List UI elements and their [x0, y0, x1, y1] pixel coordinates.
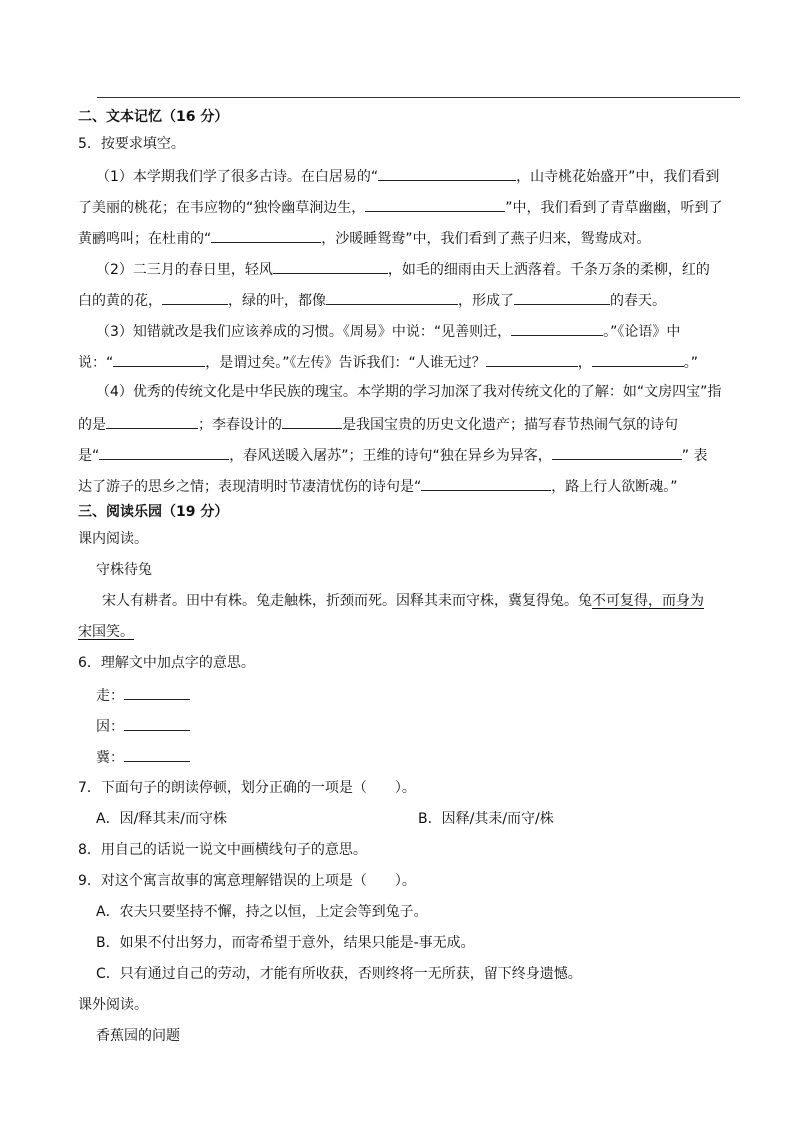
q5-p2-line2: [78, 289, 666, 309]
answer-blank[interactable]: [552, 444, 682, 460]
inclass-reading-label: 课内阅读。: [78, 531, 148, 547]
q9-option-b[interactable]: B．如果不付出努力，而寄希望于意外，结果只能是-事无成。: [96, 935, 475, 951]
extra-reading-label: 课外阅读。: [78, 997, 148, 1013]
story-line1: [102, 591, 704, 611]
q5-p2-line1: [96, 258, 710, 278]
answer-blank[interactable]: [99, 444, 229, 460]
q6-item: [96, 746, 190, 766]
text: 。”《论语》中: [603, 324, 681, 340]
q9-stem: 9．对这个寓言故事的寓意理解错误的上项是（ ）。: [78, 873, 416, 889]
answer-blank[interactable]: [486, 351, 578, 367]
text: 因：: [96, 719, 124, 735]
answer-blank[interactable]: [106, 413, 198, 429]
underlined-sentence: 宋国笑。: [78, 624, 134, 640]
text: 。”: [683, 355, 699, 371]
text: ，春风送暖入屠苏”；王维的诗句“独在异乡为异客，: [229, 448, 552, 464]
answer-blank[interactable]: [124, 715, 190, 731]
answer-blank[interactable]: [124, 746, 190, 762]
q5-p4-line2: [78, 413, 678, 433]
story-title: 守株待兔: [96, 562, 152, 578]
q6-item: [96, 715, 190, 735]
header-rule: [97, 97, 740, 98]
text: （2）二三月的春日里，轻风: [96, 262, 273, 278]
answer-blank[interactable]: [282, 413, 342, 429]
q6-stem: 6．理解文中加点字的意思。: [78, 655, 255, 671]
extra-reading-title: 香蕉园的问题: [96, 1028, 180, 1044]
q9-option-a[interactable]: A．农夫只要坚持不懈，持之以恒，上定会等到兔子。: [96, 904, 428, 920]
q5-p4-line1: （4）优秀的传统文化是中华民族的瑰宝。本学期的学习加深了我对传统文化的了解：如“文房四宝”指: [96, 384, 722, 400]
q5-p3-line2: [78, 351, 698, 371]
text: 宋人有耕者。田中有株。兔走触株，折颈而死。因释其耒而守株，冀复得兔。兔: [102, 593, 592, 609]
answer-blank[interactable]: [326, 289, 458, 305]
text: ；李春设计的: [198, 417, 282, 433]
text: ” 表: [681, 448, 708, 464]
answer-blank[interactable]: [124, 684, 190, 700]
answer-blank[interactable]: [511, 320, 603, 336]
text: 的春天。: [610, 293, 666, 309]
q8-stem: 8．用自己的话说一说文中画横线句子的意思。: [78, 842, 367, 858]
q5-p1-line2: [78, 196, 723, 216]
text: 是“: [78, 448, 100, 464]
answer-blank[interactable]: [273, 258, 388, 274]
answer-blank[interactable]: [421, 475, 551, 491]
text: 的是: [78, 417, 106, 433]
section3-heading: 三、阅读乐园（19 分）: [78, 504, 229, 520]
answer-blank[interactable]: [162, 289, 228, 305]
text: ，绿的叶，都像: [228, 293, 326, 309]
text: ，是谓过矣。”《左传》告诉我们：“人谁无过？: [205, 355, 486, 371]
story-line2: [78, 622, 134, 642]
q7-option-b[interactable]: B．因释/其耒/而守/株: [418, 811, 554, 827]
text: ，: [577, 355, 592, 371]
text: 黄鹂鸣叫；在杜甫的“: [78, 231, 212, 247]
text: ”中，我们看到了青草幽幽，听到了: [505, 200, 723, 216]
answer-blank[interactable]: [514, 289, 610, 305]
text: （1）本学期我们学了很多古诗。在白居易的“: [96, 169, 379, 185]
text: 走：: [96, 688, 124, 704]
answer-blank[interactable]: [378, 165, 516, 181]
text: 说：“: [78, 355, 114, 371]
text: ，山寺桃花始盛开”中，我们看到: [516, 169, 720, 185]
text: 冀：: [96, 750, 124, 766]
q5-p1-line1: [96, 165, 719, 185]
text: （3）知错就改是我们应该养成的习惯。《周易》中说：“见善则迁，: [96, 324, 512, 340]
text: 白的黄的花，: [78, 293, 162, 309]
answer-blank[interactable]: [211, 227, 321, 243]
underlined-sentence: 不可复得，而身为: [592, 593, 704, 609]
text: ，形成了: [458, 293, 514, 309]
text: ，如毛的细雨由天上洒落着。千条万条的柔柳，红的: [387, 262, 710, 278]
q5-p3-line1: [96, 320, 680, 340]
q5-p4-line3: [78, 444, 707, 464]
q9-option-c[interactable]: C．只有通过自己的劳动，才能有所收获，否则终将一无所获，留下终身遗憾。: [96, 966, 582, 982]
answer-blank[interactable]: [113, 351, 205, 367]
text: ，路上行人欲断魂。”: [551, 479, 678, 495]
text: 达了游子的思乡之情；表现清明时节凄清忧伤的诗句是“: [78, 479, 422, 495]
q7-stem: 7．下面句子的朗读停顿，划分正确的一项是（ ）。: [78, 780, 416, 796]
q7-option-a[interactable]: A．因/释其耒/而守株: [96, 811, 228, 827]
answer-blank[interactable]: [365, 196, 505, 212]
text: ，沙暖睡鸳鸯”中，我们看到了燕子归来，鸳鸯成对。: [321, 231, 651, 247]
q5-p1-line3: [78, 227, 651, 247]
q6-item: [96, 684, 190, 704]
answer-blank[interactable]: [592, 351, 684, 367]
q5-p4-line4: [78, 475, 678, 495]
text: 了美丽的桃花；在韦应物的“独怜幽草涧边生，: [78, 200, 366, 216]
q5-stem: 5．按要求填空。: [78, 136, 185, 152]
section2-heading: 二、文本记忆（16 分）: [78, 109, 229, 125]
text: 是我国宝贵的历史文化遗产；描写春节热闹气氛的诗句: [342, 417, 678, 433]
